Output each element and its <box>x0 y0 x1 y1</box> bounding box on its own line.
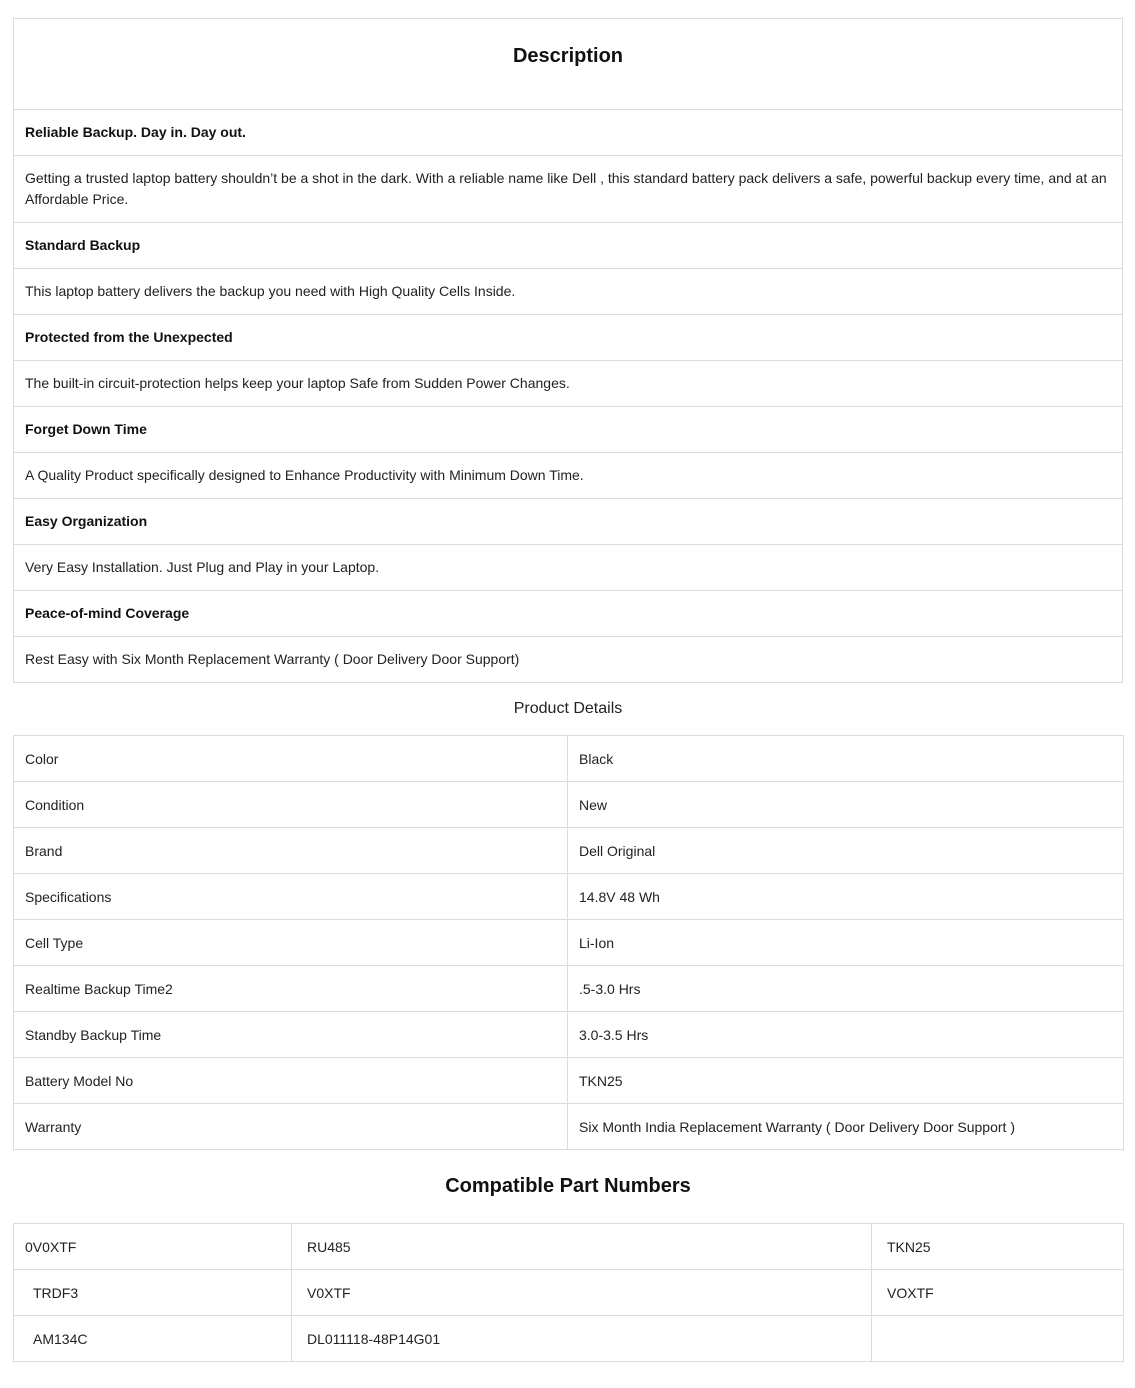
detail-value: Six Month India Replacement Warranty ( Door Delivery Door Support ) <box>568 1104 1124 1150</box>
detail-value: Black <box>568 736 1124 782</box>
section-heading-standard-backup: Standard Backup <box>14 223 1123 269</box>
table-row <box>14 920 1124 966</box>
detail-value: 3.0-3.5 Hrs <box>568 1012 1124 1058</box>
detail-label: Color <box>14 736 568 782</box>
part-number-cell: V0XTF <box>292 1270 872 1316</box>
compatible-parts-title: Compatible Part Numbers <box>445 1175 691 1197</box>
table-row <box>14 1058 1124 1104</box>
detail-label: Specifications <box>14 874 568 920</box>
section-heading-easy-organization: Easy Organization <box>14 499 1123 545</box>
section-heading-peace-of-mind: Peace-of-mind Coverage <box>14 591 1123 637</box>
description-table <box>13 18 1123 683</box>
detail-label: Battery Model No <box>14 1058 568 1104</box>
table-row <box>14 782 1124 828</box>
detail-value: New <box>568 782 1124 828</box>
table-row <box>14 828 1124 874</box>
table-row <box>14 1270 1124 1316</box>
section-text-peace-of-mind: Rest Easy with Six Month Replacement Warranty ( Door Delivery Door Support) <box>14 637 1123 683</box>
description-heading-row <box>14 407 1123 453</box>
part-number-cell-empty <box>872 1316 1124 1362</box>
table-row <box>14 1012 1124 1058</box>
part-number-cell: TRDF3 <box>14 1270 292 1316</box>
product-details-title: Product Details <box>513 700 623 717</box>
section-text-forget-down-time: A Quality Product specifically designed to Enhance Productivity with Minimum Down Time. <box>14 453 1123 499</box>
description-title: Description <box>14 19 1123 110</box>
description-text-row <box>14 156 1123 223</box>
detail-value: Dell Original <box>568 828 1124 874</box>
table-row <box>14 966 1124 1012</box>
detail-label: Cell Type <box>14 920 568 966</box>
part-number-cell: DL011118-48P14G01 <box>292 1316 872 1362</box>
detail-label: Realtime Backup Time2 <box>14 966 568 1012</box>
detail-label: Condition <box>14 782 568 828</box>
description-heading-row <box>14 110 1123 156</box>
description-text-row <box>14 545 1123 591</box>
detail-label: Standby Backup Time <box>14 1012 568 1058</box>
description-heading-row <box>14 591 1123 637</box>
detail-label: Warranty <box>14 1104 568 1150</box>
description-text-row <box>14 269 1123 315</box>
description-text-row <box>14 361 1123 407</box>
compatible-parts-table <box>13 1223 1124 1362</box>
section-text-protected: The built-in circuit-protection helps keep your laptop Safe from Sudden Power Changes. <box>14 361 1123 407</box>
detail-value: TKN25 <box>568 1058 1124 1104</box>
detail-value: .5-3.0 Hrs <box>568 966 1124 1012</box>
detail-value: Li-Ion <box>568 920 1124 966</box>
description-header-row <box>14 19 1123 110</box>
table-row <box>14 874 1124 920</box>
detail-value: 14.8V 48 Wh <box>568 874 1124 920</box>
section-text-standard-backup: This laptop battery delivers the backup you need with High Quality Cells Inside. <box>14 269 1123 315</box>
part-number-cell: TKN25 <box>872 1224 1124 1270</box>
table-row <box>14 736 1124 782</box>
description-heading-row <box>14 499 1123 545</box>
table-row <box>14 1224 1124 1270</box>
section-text-reliable-backup: Getting a trusted laptop battery shouldn’t be a shot in the dark. With a reliable name like Dell , this standard battery pack delivers a safe, powerful backup every time, and at an Affordable Price. <box>14 156 1123 223</box>
description-text-row <box>14 453 1123 499</box>
detail-label: Brand <box>14 828 568 874</box>
table-row <box>14 1316 1124 1362</box>
part-number-cell: AM134C <box>14 1316 292 1362</box>
section-heading-forget-down-time: Forget Down Time <box>14 407 1123 453</box>
description-heading-row <box>14 223 1123 269</box>
description-heading-row <box>14 315 1123 361</box>
section-heading-protected: Protected from the Unexpected <box>14 315 1123 361</box>
part-number-cell: 0V0XTF <box>14 1224 292 1270</box>
section-text-easy-organization: Very Easy Installation. Just Plug and Play in your Laptop. <box>14 545 1123 591</box>
part-number-cell: RU485 <box>292 1224 872 1270</box>
description-text-row <box>14 637 1123 683</box>
section-heading-reliable-backup: Reliable Backup. Day in. Day out. <box>14 110 1123 156</box>
part-number-cell: VOXTF <box>872 1270 1124 1316</box>
product-details-table <box>13 735 1124 1150</box>
table-row <box>14 1104 1124 1150</box>
